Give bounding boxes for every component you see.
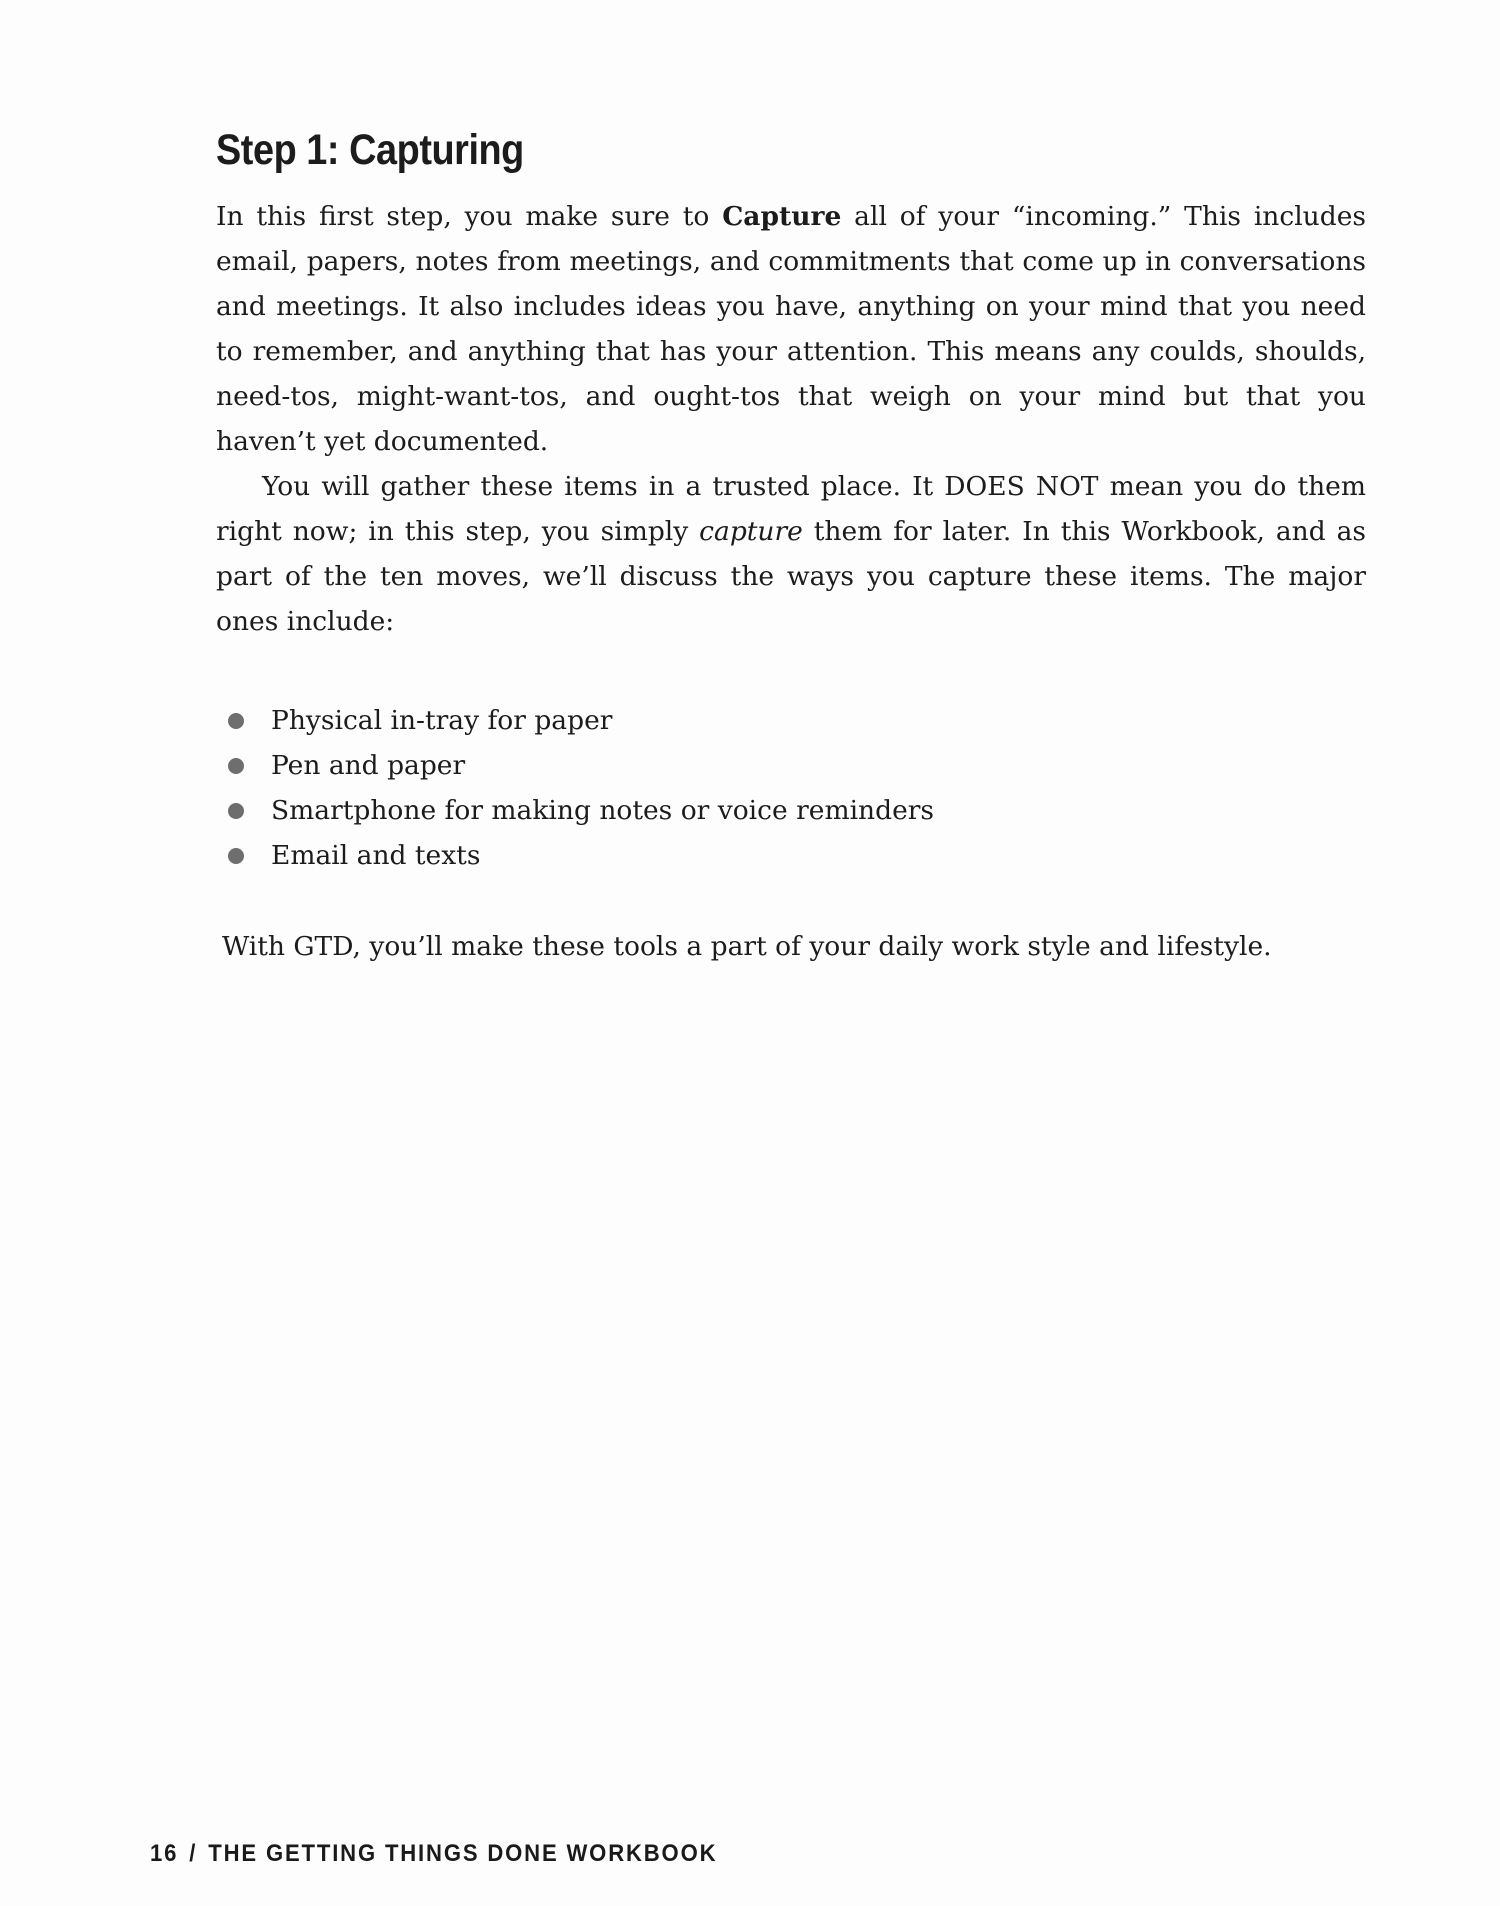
paragraph-2-italic-term: capture bbox=[699, 516, 803, 547]
paragraph-1-text-a: In this first step, you make sure to bbox=[216, 201, 723, 232]
bullet-icon bbox=[228, 758, 244, 774]
list-item-label: Pen and paper bbox=[271, 750, 466, 781]
list-item bbox=[228, 833, 1366, 878]
book-title: THE GETTING THINGS DONE WORKBOOK bbox=[208, 1840, 718, 1867]
bullet-icon bbox=[228, 803, 244, 819]
paragraph-2-text-b: them for later. In this Workbook, and as part of the ten moves, we’ll discuss the ways you capture these items. The major ones include: bbox=[216, 516, 1366, 637]
section-heading: Step 1: Capturing bbox=[216, 126, 524, 174]
bullet-icon bbox=[228, 848, 244, 864]
list-item-label: Smartphone for making notes or voice reminders bbox=[271, 795, 935, 826]
closing-paragraph: With GTD, you’ll make these tools a part of your daily work style and lifestyle. bbox=[222, 931, 1272, 962]
paragraph-1-text-b: all of your “incoming.” This includes email, papers, notes from meetings, and commitments that come up in conversations and meetings. It also includes ideas you have, anything on your mind that you need to remember, and anything that has your attention. This means any coulds, shoulds, need-tos, might-want-tos, and ought-tos that weigh on your mind but that you haven’t yet documented. bbox=[216, 201, 1366, 457]
list-item bbox=[228, 788, 1366, 833]
footer-separator: / bbox=[189, 1840, 198, 1867]
paragraph-2-text-a: You will gather these items in a trusted place. It DOES NOT mean you do them right now; in this step, you simply bbox=[216, 471, 1366, 547]
paragraph-1 bbox=[216, 194, 1366, 464]
paragraph-2 bbox=[216, 464, 1366, 644]
bullet-icon bbox=[228, 713, 244, 729]
list-item bbox=[228, 743, 1366, 788]
list-item-label: Email and texts bbox=[271, 840, 481, 871]
list-item bbox=[228, 698, 1366, 743]
content bbox=[216, 120, 1366, 969]
page-footer bbox=[150, 1840, 717, 1868]
page-number: 16 bbox=[150, 1840, 179, 1867]
paragraph-1-bold-term: Capture bbox=[722, 201, 842, 232]
list-item-label: Physical in-tray for paper bbox=[271, 705, 613, 736]
capture-tools-list bbox=[228, 698, 1366, 878]
